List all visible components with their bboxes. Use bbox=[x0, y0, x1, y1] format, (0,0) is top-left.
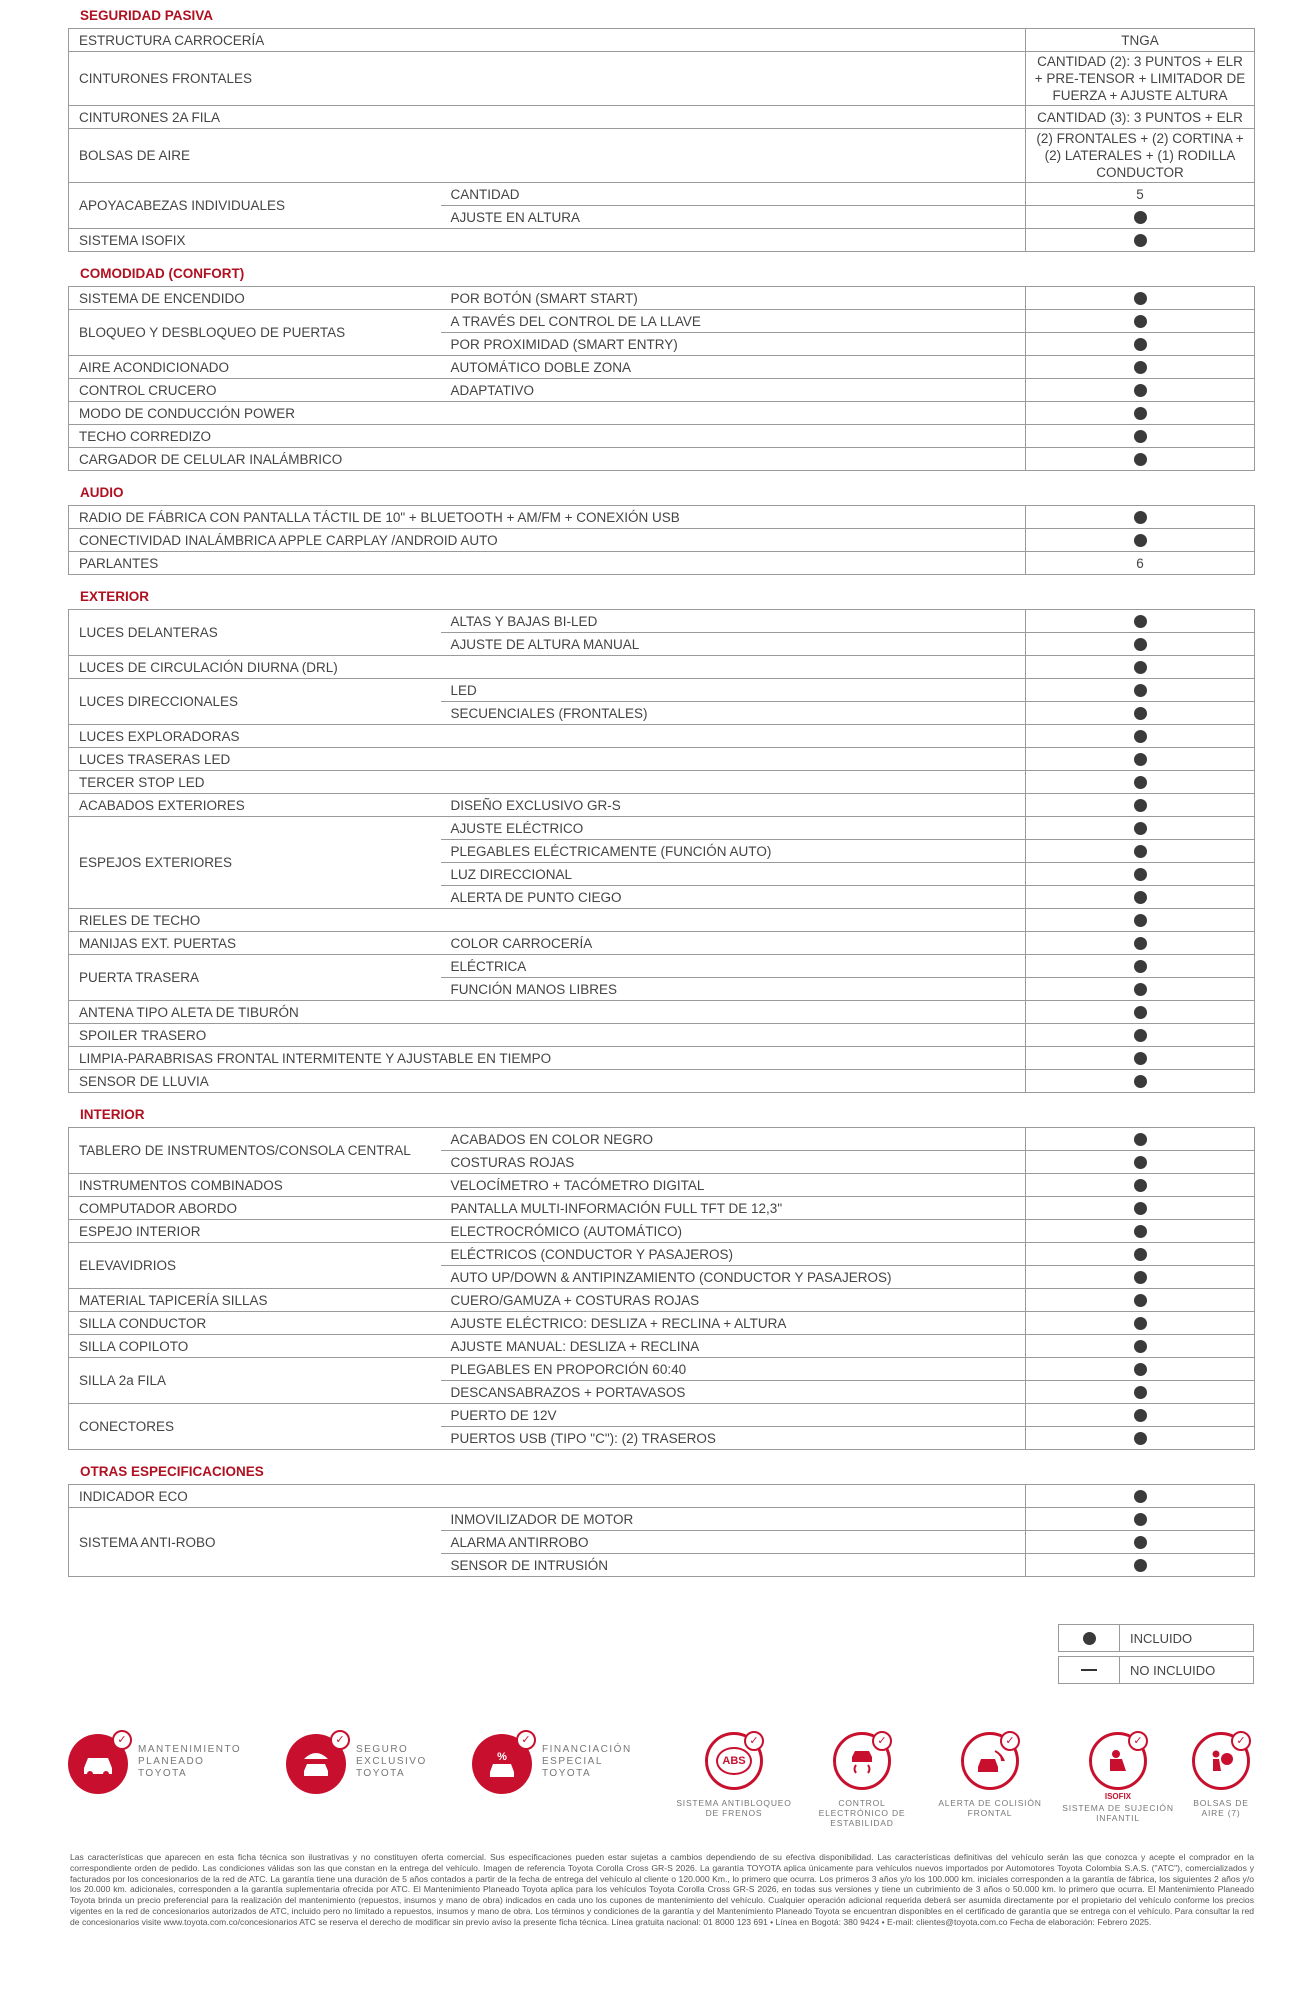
spec-detail: COSTURAS ROJAS bbox=[441, 1151, 1026, 1174]
legal-disclaimer: Las características que aparecen en esta ficha técnica son ilustrativas y no constituyen oferta comercial. Sus especificaciones pueden estar sujetas a cambios dependiendo de su efectiva disponibilidad. Las características definitivas del vehículo serán las que conozca y acepte el comprador en la correspondiente orden de pedido. Las condiciones válidas son las que constan en la entrega del vehículo. Imagen de referencia Toyota Corolla Cross GR-S 2026. La garantía TOYOTA aplica únicamente para vehículos nuevos importados por Automotores Toyota Colombia S.A.S. ("ATC"), comercializados y facturados por los concesionarios de la red de ATC. La garantía tiene una duración de 5 años contados a partir de la fecha de entrega del vehículo al cliente o 120.000 Km., lo primero que ocurra. Los primeros 3 años y/o los 100.000 km. iniciales corresponden a la garantía de fábrica, los siguientes 2 años y/o los 20.000 km. adicionales, corresponden a la garantía suplementaria ofrecida por ATC. El Mantenimiento Planeado Toyota aplica para los vehículos Toyota Corolla Cross GR-S 2026, en todas sus versiones y tiene un cubrimiento de 3 años o 50.000 km. lo primero que ocurra. El Mantenimiento Planeado Toyota brinda un precio preferencial para la realización del mantenimiento (repuestos, insumos y mano de obra) indicados en cada uno los cupones de mantenimiento del vehículo. Cualquier operación adicional requerida deberá ser asumida directamente por el propietario del vehículo conforme los precios vigentes en la red de concesionarios autorizados de ATC, incluido pero no limitado a repuestos, insumos y mano de obra. Los términos y condiciones de la garantía y del Mantenimiento Planeado Toyota se encuentran disponibles en el certificado de garantía que se entrega con el vehículo. Para consultar la red de concesionarios visite www.toyota.com.co/concesionarios ATC se reserva el derecho de modificar sin previo aviso la presente ficha técnica. Línea gratuita nacional: 01 8000 123 691 • Línea en Bogotá: 380 9424 • E-mail: clientes@toyota.com.co Fecha de elaboración: Febrero 2025. bbox=[70, 1852, 1254, 1927]
spec-row bbox=[69, 1243, 1255, 1266]
spec-category: ANTENA TIPO ALETA DE TIBURÓN bbox=[69, 1001, 441, 1024]
spec-value: CANTIDAD (3): 3 PUNTOS + ELR bbox=[1026, 106, 1255, 129]
legend bbox=[1058, 1624, 1254, 1688]
included-dot-icon bbox=[1134, 292, 1147, 305]
spec-value bbox=[1026, 1266, 1255, 1289]
section-title: INTERIOR bbox=[80, 1107, 145, 1122]
isofix-tag: ISOFIX bbox=[1104, 1792, 1132, 1801]
financing-badge bbox=[472, 1734, 632, 1794]
spec-category: SISTEMA ISOFIX bbox=[69, 229, 441, 252]
spec-value bbox=[1026, 402, 1255, 425]
not-included-dash-icon bbox=[1081, 1669, 1097, 1671]
spec-detail: INMOVILIZADOR DE MOTOR bbox=[441, 1508, 1026, 1531]
spec-value bbox=[1026, 1508, 1255, 1531]
included-dot-icon bbox=[1134, 1075, 1147, 1088]
included-dot-icon bbox=[1134, 1340, 1147, 1353]
spec-category: CONECTIVIDAD INALÁMBRICA APPLE CARPLAY /ANDROID AUTO bbox=[69, 529, 1026, 552]
included-dot-icon bbox=[1134, 822, 1147, 835]
airbags-badge bbox=[1188, 1732, 1254, 1818]
spec-category: RIELES DE TECHO bbox=[69, 909, 441, 932]
spec-row bbox=[69, 106, 1255, 129]
spec-detail bbox=[441, 1485, 1026, 1508]
spec-category: SILLA 2a FILA bbox=[69, 1358, 441, 1404]
spec-value bbox=[1026, 529, 1255, 552]
spec-value bbox=[1026, 356, 1255, 379]
included-dot-icon bbox=[1134, 1029, 1147, 1042]
spec-category: CONTROL CRUCERO bbox=[69, 379, 441, 402]
spec-table bbox=[68, 28, 1255, 252]
check-icon: ✓ bbox=[112, 1730, 132, 1750]
spec-detail: LUZ DIRECCIONAL bbox=[441, 863, 1026, 886]
spec-detail: PLEGABLES ELÉCTRICAMENTE (FUNCIÓN AUTO) bbox=[441, 840, 1026, 863]
spec-row bbox=[69, 425, 1255, 448]
spec-value: (2) FRONTALES + (2) CORTINA + (2) LATERALES + (1) RODILLA CONDUCTOR bbox=[1026, 129, 1255, 183]
maintenance-badge bbox=[68, 1734, 242, 1794]
percent-symbol: % bbox=[497, 1751, 507, 1763]
check-icon: ✓ bbox=[1231, 1731, 1251, 1751]
spec-value bbox=[1026, 1427, 1255, 1450]
spec-row bbox=[69, 725, 1255, 748]
spec-value bbox=[1026, 656, 1255, 679]
included-dot-icon bbox=[1083, 1632, 1096, 1645]
included-dot-icon bbox=[1134, 661, 1147, 674]
included-dot-icon bbox=[1134, 1248, 1147, 1261]
spec-row bbox=[69, 955, 1255, 978]
spec-category: AIRE ACONDICIONADO bbox=[69, 356, 441, 379]
spec-category: PARLANTES bbox=[69, 552, 441, 575]
spec-detail bbox=[441, 29, 1026, 52]
spec-value bbox=[1026, 1554, 1255, 1577]
spec-category: BOLSAS DE AIRE bbox=[69, 129, 441, 183]
spec-value bbox=[1026, 1151, 1255, 1174]
spec-value bbox=[1026, 1024, 1255, 1047]
financing-label: FINANCIACIÓN ESPECIAL TOYOTA bbox=[542, 1744, 632, 1779]
spec-category: INDICADOR ECO bbox=[69, 1485, 441, 1508]
spec-detail bbox=[441, 1024, 1026, 1047]
legend-included-label: INCLUIDO bbox=[1130, 1630, 1193, 1646]
included-dot-icon bbox=[1134, 937, 1147, 950]
spec-row bbox=[69, 1508, 1255, 1531]
check-icon: ✓ bbox=[744, 1731, 764, 1751]
spec-row bbox=[69, 506, 1255, 529]
included-dot-icon bbox=[1134, 407, 1147, 420]
spec-row bbox=[69, 817, 1255, 840]
section-title: COMODIDAD (CONFORT) bbox=[80, 266, 245, 281]
spec-detail bbox=[441, 425, 1026, 448]
abs-label: SISTEMA ANTIBLOQUEO DE FRENOS bbox=[676, 1798, 792, 1818]
spec-category: CINTURONES FRONTALES bbox=[69, 52, 441, 106]
included-dot-icon bbox=[1134, 1156, 1147, 1169]
spec-category: CARGADOR DE CELULAR INALÁMBRICO bbox=[69, 448, 441, 471]
spec-value: 5 bbox=[1026, 183, 1255, 206]
spec-category: ESPEJOS EXTERIORES bbox=[69, 817, 441, 909]
spec-value bbox=[1026, 287, 1255, 310]
spec-detail: SENSOR DE INTRUSIÓN bbox=[441, 1554, 1026, 1577]
spec-detail: PLEGABLES EN PROPORCIÓN 60:40 bbox=[441, 1358, 1026, 1381]
spec-category: TECHO CORREDIZO bbox=[69, 425, 441, 448]
section-title: SEGURIDAD PASIVA bbox=[80, 8, 214, 23]
spec-detail: PUERTOS USB (TIPO "C"): (2) TRASEROS bbox=[441, 1427, 1026, 1450]
legend-included bbox=[1058, 1624, 1254, 1652]
spec-category: INSTRUMENTOS COMBINADOS bbox=[69, 1174, 441, 1197]
spec-category: LIMPIA-PARABRISAS FRONTAL INTERMITENTE Y AJUSTABLE EN TIEMPO bbox=[69, 1047, 1026, 1070]
spec-category: LUCES EXPLORADORAS bbox=[69, 725, 441, 748]
spec-detail: LED bbox=[441, 679, 1026, 702]
included-dot-icon bbox=[1134, 1513, 1147, 1526]
included-dot-icon bbox=[1134, 891, 1147, 904]
included-dot-icon bbox=[1134, 1536, 1147, 1549]
included-dot-icon bbox=[1134, 615, 1147, 628]
included-dot-icon bbox=[1134, 430, 1147, 443]
included-dot-icon bbox=[1134, 211, 1147, 224]
spec-value bbox=[1026, 1220, 1255, 1243]
spec-detail: ACABADOS EN COLOR NEGRO bbox=[441, 1128, 1026, 1151]
spec-detail: CANTIDAD bbox=[441, 183, 1026, 206]
spec-value bbox=[1026, 702, 1255, 725]
spec-value bbox=[1026, 1358, 1255, 1381]
spec-table bbox=[68, 609, 1255, 1093]
included-dot-icon bbox=[1134, 1490, 1147, 1503]
spec-detail: VELOCÍMETRO + TACÓMETRO DIGITAL bbox=[441, 1174, 1026, 1197]
spec-category: PUERTA TRASERA bbox=[69, 955, 441, 1001]
included-dot-icon bbox=[1134, 315, 1147, 328]
spec-value bbox=[1026, 206, 1255, 229]
spec-detail: ELÉCTRICA bbox=[441, 955, 1026, 978]
spec-category: LUCES TRASERAS LED bbox=[69, 748, 441, 771]
spec-value bbox=[1026, 1243, 1255, 1266]
included-dot-icon bbox=[1134, 1432, 1147, 1445]
spec-detail: AUTO UP/DOWN & ANTIPINZAMIENTO (CONDUCTOR Y PASAJEROS) bbox=[441, 1266, 1026, 1289]
spec-sheet bbox=[68, 0, 1254, 1577]
spec-value bbox=[1026, 310, 1255, 333]
spec-value bbox=[1026, 748, 1255, 771]
spec-detail: POR BOTÓN (SMART START) bbox=[441, 287, 1026, 310]
spec-detail bbox=[441, 656, 1026, 679]
included-dot-icon bbox=[1134, 638, 1147, 651]
spec-value bbox=[1026, 955, 1255, 978]
included-dot-icon bbox=[1134, 1294, 1147, 1307]
included-dot-icon bbox=[1134, 960, 1147, 973]
spec-value bbox=[1026, 840, 1255, 863]
spec-detail: AJUSTE EN ALTURA bbox=[441, 206, 1026, 229]
spec-row bbox=[69, 129, 1255, 183]
included-dot-icon bbox=[1134, 453, 1147, 466]
spec-category: CONECTORES bbox=[69, 1404, 441, 1450]
included-dot-icon bbox=[1134, 868, 1147, 881]
spec-category: MODO DE CONDUCCIÓN POWER bbox=[69, 402, 441, 425]
spec-detail: ALTAS Y BAJAS BI-LED bbox=[441, 610, 1026, 633]
spec-category: LUCES DE CIRCULACIÓN DIURNA (DRL) bbox=[69, 656, 441, 679]
spec-detail: COLOR CARROCERÍA bbox=[441, 932, 1026, 955]
spec-detail: AJUSTE ELÉCTRICO bbox=[441, 817, 1026, 840]
spec-detail: AJUSTE ELÉCTRICO: DESLIZA + RECLINA + ALTURA bbox=[441, 1312, 1026, 1335]
spec-detail bbox=[441, 129, 1026, 183]
spec-value bbox=[1026, 379, 1255, 402]
spec-detail bbox=[441, 106, 1026, 129]
included-dot-icon bbox=[1134, 1006, 1147, 1019]
spec-category: SILLA CONDUCTOR bbox=[69, 1312, 441, 1335]
included-dot-icon bbox=[1134, 1202, 1147, 1215]
spec-row bbox=[69, 794, 1255, 817]
isofix-badge bbox=[1058, 1732, 1178, 1823]
spec-row bbox=[69, 29, 1255, 52]
included-dot-icon bbox=[1134, 361, 1147, 374]
spec-detail: DESCANSABRAZOS + PORTAVASOS bbox=[441, 1381, 1026, 1404]
spec-detail: DISEÑO EXCLUSIVO GR-S bbox=[441, 794, 1026, 817]
spec-value bbox=[1026, 932, 1255, 955]
spec-row bbox=[69, 356, 1255, 379]
spec-value: TNGA bbox=[1026, 29, 1255, 52]
spec-table bbox=[68, 1127, 1255, 1450]
spec-value bbox=[1026, 1531, 1255, 1554]
spec-category: TABLERO DE INSTRUMENTOS/CONSOLA CENTRAL bbox=[69, 1128, 441, 1174]
check-icon: ✓ bbox=[872, 1731, 892, 1751]
spec-row bbox=[69, 287, 1255, 310]
spec-category: SISTEMA DE ENCENDIDO bbox=[69, 287, 441, 310]
check-icon: ✓ bbox=[1000, 1731, 1020, 1751]
spec-category: ESTRUCTURA CARROCERÍA bbox=[69, 29, 441, 52]
spec-value bbox=[1026, 610, 1255, 633]
insurance-badge bbox=[286, 1734, 427, 1794]
spec-row bbox=[69, 1024, 1255, 1047]
spec-detail bbox=[441, 229, 1026, 252]
abs-text: ABS bbox=[716, 1747, 751, 1775]
spec-detail bbox=[441, 1070, 1026, 1093]
included-dot-icon bbox=[1134, 1386, 1147, 1399]
section-title: EXTERIOR bbox=[80, 589, 150, 604]
collision-label: ALERTA DE COLISIÓN FRONTAL bbox=[938, 1798, 1042, 1818]
stability-badge bbox=[802, 1732, 922, 1828]
included-dot-icon bbox=[1134, 1559, 1147, 1572]
spec-category: SPOILER TRASERO bbox=[69, 1024, 441, 1047]
spec-row bbox=[69, 748, 1255, 771]
spec-detail: A TRAVÉS DEL CONTROL DE LA LLAVE bbox=[441, 310, 1026, 333]
spec-row bbox=[69, 610, 1255, 633]
spec-category: APOYACABEZAS INDIVIDUALES bbox=[69, 183, 441, 229]
included-dot-icon bbox=[1134, 914, 1147, 927]
stability-label: CONTROL ELECTRÓNICO DE ESTABILIDAD bbox=[818, 1798, 906, 1828]
spec-detail: CUERO/GAMUZA + COSTURAS ROJAS bbox=[441, 1289, 1026, 1312]
spec-value bbox=[1026, 1485, 1255, 1508]
spec-value bbox=[1026, 771, 1255, 794]
airbags-label: BOLSAS DE AIRE (7) bbox=[1193, 1798, 1249, 1818]
included-dot-icon bbox=[1134, 684, 1147, 697]
included-dot-icon bbox=[1134, 234, 1147, 247]
spec-category: COMPUTADOR ABORDO bbox=[69, 1197, 441, 1220]
spec-row bbox=[69, 1485, 1255, 1508]
spec-table bbox=[68, 1484, 1255, 1577]
included-dot-icon bbox=[1134, 707, 1147, 720]
abs-badge bbox=[674, 1732, 794, 1818]
included-dot-icon bbox=[1134, 534, 1147, 547]
spec-value bbox=[1026, 1174, 1255, 1197]
spec-row bbox=[69, 229, 1255, 252]
included-dot-icon bbox=[1134, 776, 1147, 789]
included-dot-icon bbox=[1134, 1133, 1147, 1146]
spec-category: MANIJAS EXT. PUERTAS bbox=[69, 932, 441, 955]
spec-row bbox=[69, 448, 1255, 471]
spec-category: SENSOR DE LLUVIA bbox=[69, 1070, 441, 1093]
spec-row bbox=[69, 1197, 1255, 1220]
spec-detail: ALERTA DE PUNTO CIEGO bbox=[441, 886, 1026, 909]
included-dot-icon bbox=[1134, 799, 1147, 812]
spec-row bbox=[69, 679, 1255, 702]
spec-value bbox=[1026, 633, 1255, 656]
spec-value bbox=[1026, 679, 1255, 702]
spec-value bbox=[1026, 725, 1255, 748]
collision-badge bbox=[930, 1732, 1050, 1818]
spec-row bbox=[69, 1174, 1255, 1197]
spec-detail: FUNCIÓN MANOS LIBRES bbox=[441, 978, 1026, 1001]
spec-detail: ADAPTATIVO bbox=[441, 379, 1026, 402]
included-dot-icon bbox=[1134, 1363, 1147, 1376]
spec-category: ESPEJO INTERIOR bbox=[69, 1220, 441, 1243]
spec-category: ACABADOS EXTERIORES bbox=[69, 794, 441, 817]
spec-value bbox=[1026, 1312, 1255, 1335]
section-title: AUDIO bbox=[80, 485, 124, 500]
spec-row bbox=[69, 656, 1255, 679]
spec-row bbox=[69, 1001, 1255, 1024]
spec-value bbox=[1026, 1289, 1255, 1312]
spec-value bbox=[1026, 1128, 1255, 1151]
spec-row bbox=[69, 932, 1255, 955]
maintenance-label: MANTENIMIENTO PLANEADO TOYOTA bbox=[138, 1744, 242, 1779]
spec-row bbox=[69, 1070, 1255, 1093]
spec-row bbox=[69, 379, 1255, 402]
included-dot-icon bbox=[1134, 730, 1147, 743]
spec-detail: ELÉCTRICOS (CONDUCTOR Y PASAJEROS) bbox=[441, 1243, 1026, 1266]
spec-row bbox=[69, 1404, 1255, 1427]
spec-row bbox=[69, 771, 1255, 794]
spec-value bbox=[1026, 1197, 1255, 1220]
spec-row bbox=[69, 1047, 1255, 1070]
spec-category: ELEVAVIDRIOS bbox=[69, 1243, 441, 1289]
spec-detail bbox=[441, 1001, 1026, 1024]
included-dot-icon bbox=[1134, 753, 1147, 766]
included-dot-icon bbox=[1134, 1409, 1147, 1422]
benefit-icons bbox=[68, 1732, 1254, 1828]
spec-value bbox=[1026, 978, 1255, 1001]
spec-detail: POR PROXIMIDAD (SMART ENTRY) bbox=[441, 333, 1026, 356]
check-icon: ✓ bbox=[1128, 1731, 1148, 1751]
section-title: OTRAS ESPECIFICACIONES bbox=[80, 1464, 264, 1479]
spec-value bbox=[1026, 1070, 1255, 1093]
spec-value bbox=[1026, 794, 1255, 817]
spec-category: SILLA COPILOTO bbox=[69, 1335, 441, 1358]
included-dot-icon bbox=[1134, 1317, 1147, 1330]
spec-value bbox=[1026, 909, 1255, 932]
spec-row bbox=[69, 552, 1255, 575]
spec-category: CINTURONES 2A FILA bbox=[69, 106, 441, 129]
spec-row bbox=[69, 183, 1255, 206]
spec-detail bbox=[441, 909, 1026, 932]
spec-detail: PUERTO DE 12V bbox=[441, 1404, 1026, 1427]
included-dot-icon bbox=[1134, 845, 1147, 858]
spec-row bbox=[69, 909, 1255, 932]
spec-value bbox=[1026, 886, 1255, 909]
spec-detail bbox=[441, 552, 1026, 575]
spec-value bbox=[1026, 448, 1255, 471]
spec-row bbox=[69, 529, 1255, 552]
spec-category: RADIO DE FÁBRICA CON PANTALLA TÁCTIL DE 10" + BLUETOOTH + AM/FM + CONEXIÓN USB bbox=[69, 506, 1026, 529]
spec-value bbox=[1026, 1001, 1255, 1024]
spec-detail: AUTOMÁTICO DOBLE ZONA bbox=[441, 356, 1026, 379]
spec-category: SISTEMA ANTI-ROBO bbox=[69, 1508, 441, 1577]
spec-category: BLOQUEO Y DESBLOQUEO DE PUERTAS bbox=[69, 310, 441, 356]
included-dot-icon bbox=[1134, 384, 1147, 397]
spec-detail: SECUENCIALES (FRONTALES) bbox=[441, 702, 1026, 725]
spec-category: MATERIAL TAPICERÍA SILLAS bbox=[69, 1289, 441, 1312]
spec-value bbox=[1026, 1381, 1255, 1404]
spec-table bbox=[68, 286, 1255, 471]
spec-row bbox=[69, 1289, 1255, 1312]
spec-row bbox=[69, 52, 1255, 106]
spec-value bbox=[1026, 863, 1255, 886]
spec-detail bbox=[441, 52, 1026, 106]
spec-row bbox=[69, 310, 1255, 333]
spec-value bbox=[1026, 1047, 1255, 1070]
included-dot-icon bbox=[1134, 1225, 1147, 1238]
spec-detail: AJUSTE MANUAL: DESLIZA + RECLINA bbox=[441, 1335, 1026, 1358]
check-icon: ✓ bbox=[516, 1730, 536, 1750]
spec-row bbox=[69, 1312, 1255, 1335]
spec-value bbox=[1026, 229, 1255, 252]
check-icon: ✓ bbox=[330, 1730, 350, 1750]
spec-value bbox=[1026, 425, 1255, 448]
spec-row bbox=[69, 402, 1255, 425]
spec-value bbox=[1026, 1335, 1255, 1358]
spec-table bbox=[68, 505, 1255, 575]
spec-value: 6 bbox=[1026, 552, 1255, 575]
included-dot-icon bbox=[1134, 983, 1147, 996]
spec-value bbox=[1026, 817, 1255, 840]
spec-detail bbox=[441, 748, 1026, 771]
isofix-label: SISTEMA DE SUJECIÓN INFANTIL bbox=[1062, 1803, 1174, 1823]
spec-detail bbox=[441, 402, 1026, 425]
spec-row bbox=[69, 1358, 1255, 1381]
spec-value bbox=[1026, 333, 1255, 356]
spec-category: TERCER STOP LED bbox=[69, 771, 441, 794]
spec-value bbox=[1026, 1404, 1255, 1427]
spec-detail bbox=[441, 725, 1026, 748]
included-dot-icon bbox=[1134, 1179, 1147, 1192]
included-dot-icon bbox=[1134, 1052, 1147, 1065]
included-dot-icon bbox=[1134, 1271, 1147, 1284]
spec-row bbox=[69, 1335, 1255, 1358]
spec-detail: ELECTROCRÓMICO (AUTOMÁTICO) bbox=[441, 1220, 1026, 1243]
spec-row bbox=[69, 1220, 1255, 1243]
spec-detail: AJUSTE DE ALTURA MANUAL bbox=[441, 633, 1026, 656]
included-dot-icon bbox=[1134, 511, 1147, 524]
spec-detail bbox=[441, 771, 1026, 794]
spec-value bbox=[1026, 506, 1255, 529]
spec-row bbox=[69, 1128, 1255, 1151]
spec-detail bbox=[441, 448, 1026, 471]
included-dot-icon bbox=[1134, 338, 1147, 351]
spec-value: CANTIDAD (2): 3 PUNTOS + ELR + PRE-TENSOR + LIMITADOR DE FUERZA + AJUSTE ALTURA bbox=[1026, 52, 1255, 106]
insurance-label: SEGURO EXCLUSIVO TOYOTA bbox=[356, 1744, 427, 1779]
legend-not-included-label: NO INCLUIDO bbox=[1130, 1662, 1216, 1678]
spec-detail: PANTALLA MULTI-INFORMACIÓN FULL TFT DE 12,3" bbox=[441, 1197, 1026, 1220]
spec-category: LUCES DIRECCIONALES bbox=[69, 679, 441, 725]
spec-category: LUCES DELANTERAS bbox=[69, 610, 441, 656]
spec-detail: ALARMA ANTIRROBO bbox=[441, 1531, 1026, 1554]
legend-not-included bbox=[1058, 1656, 1254, 1684]
